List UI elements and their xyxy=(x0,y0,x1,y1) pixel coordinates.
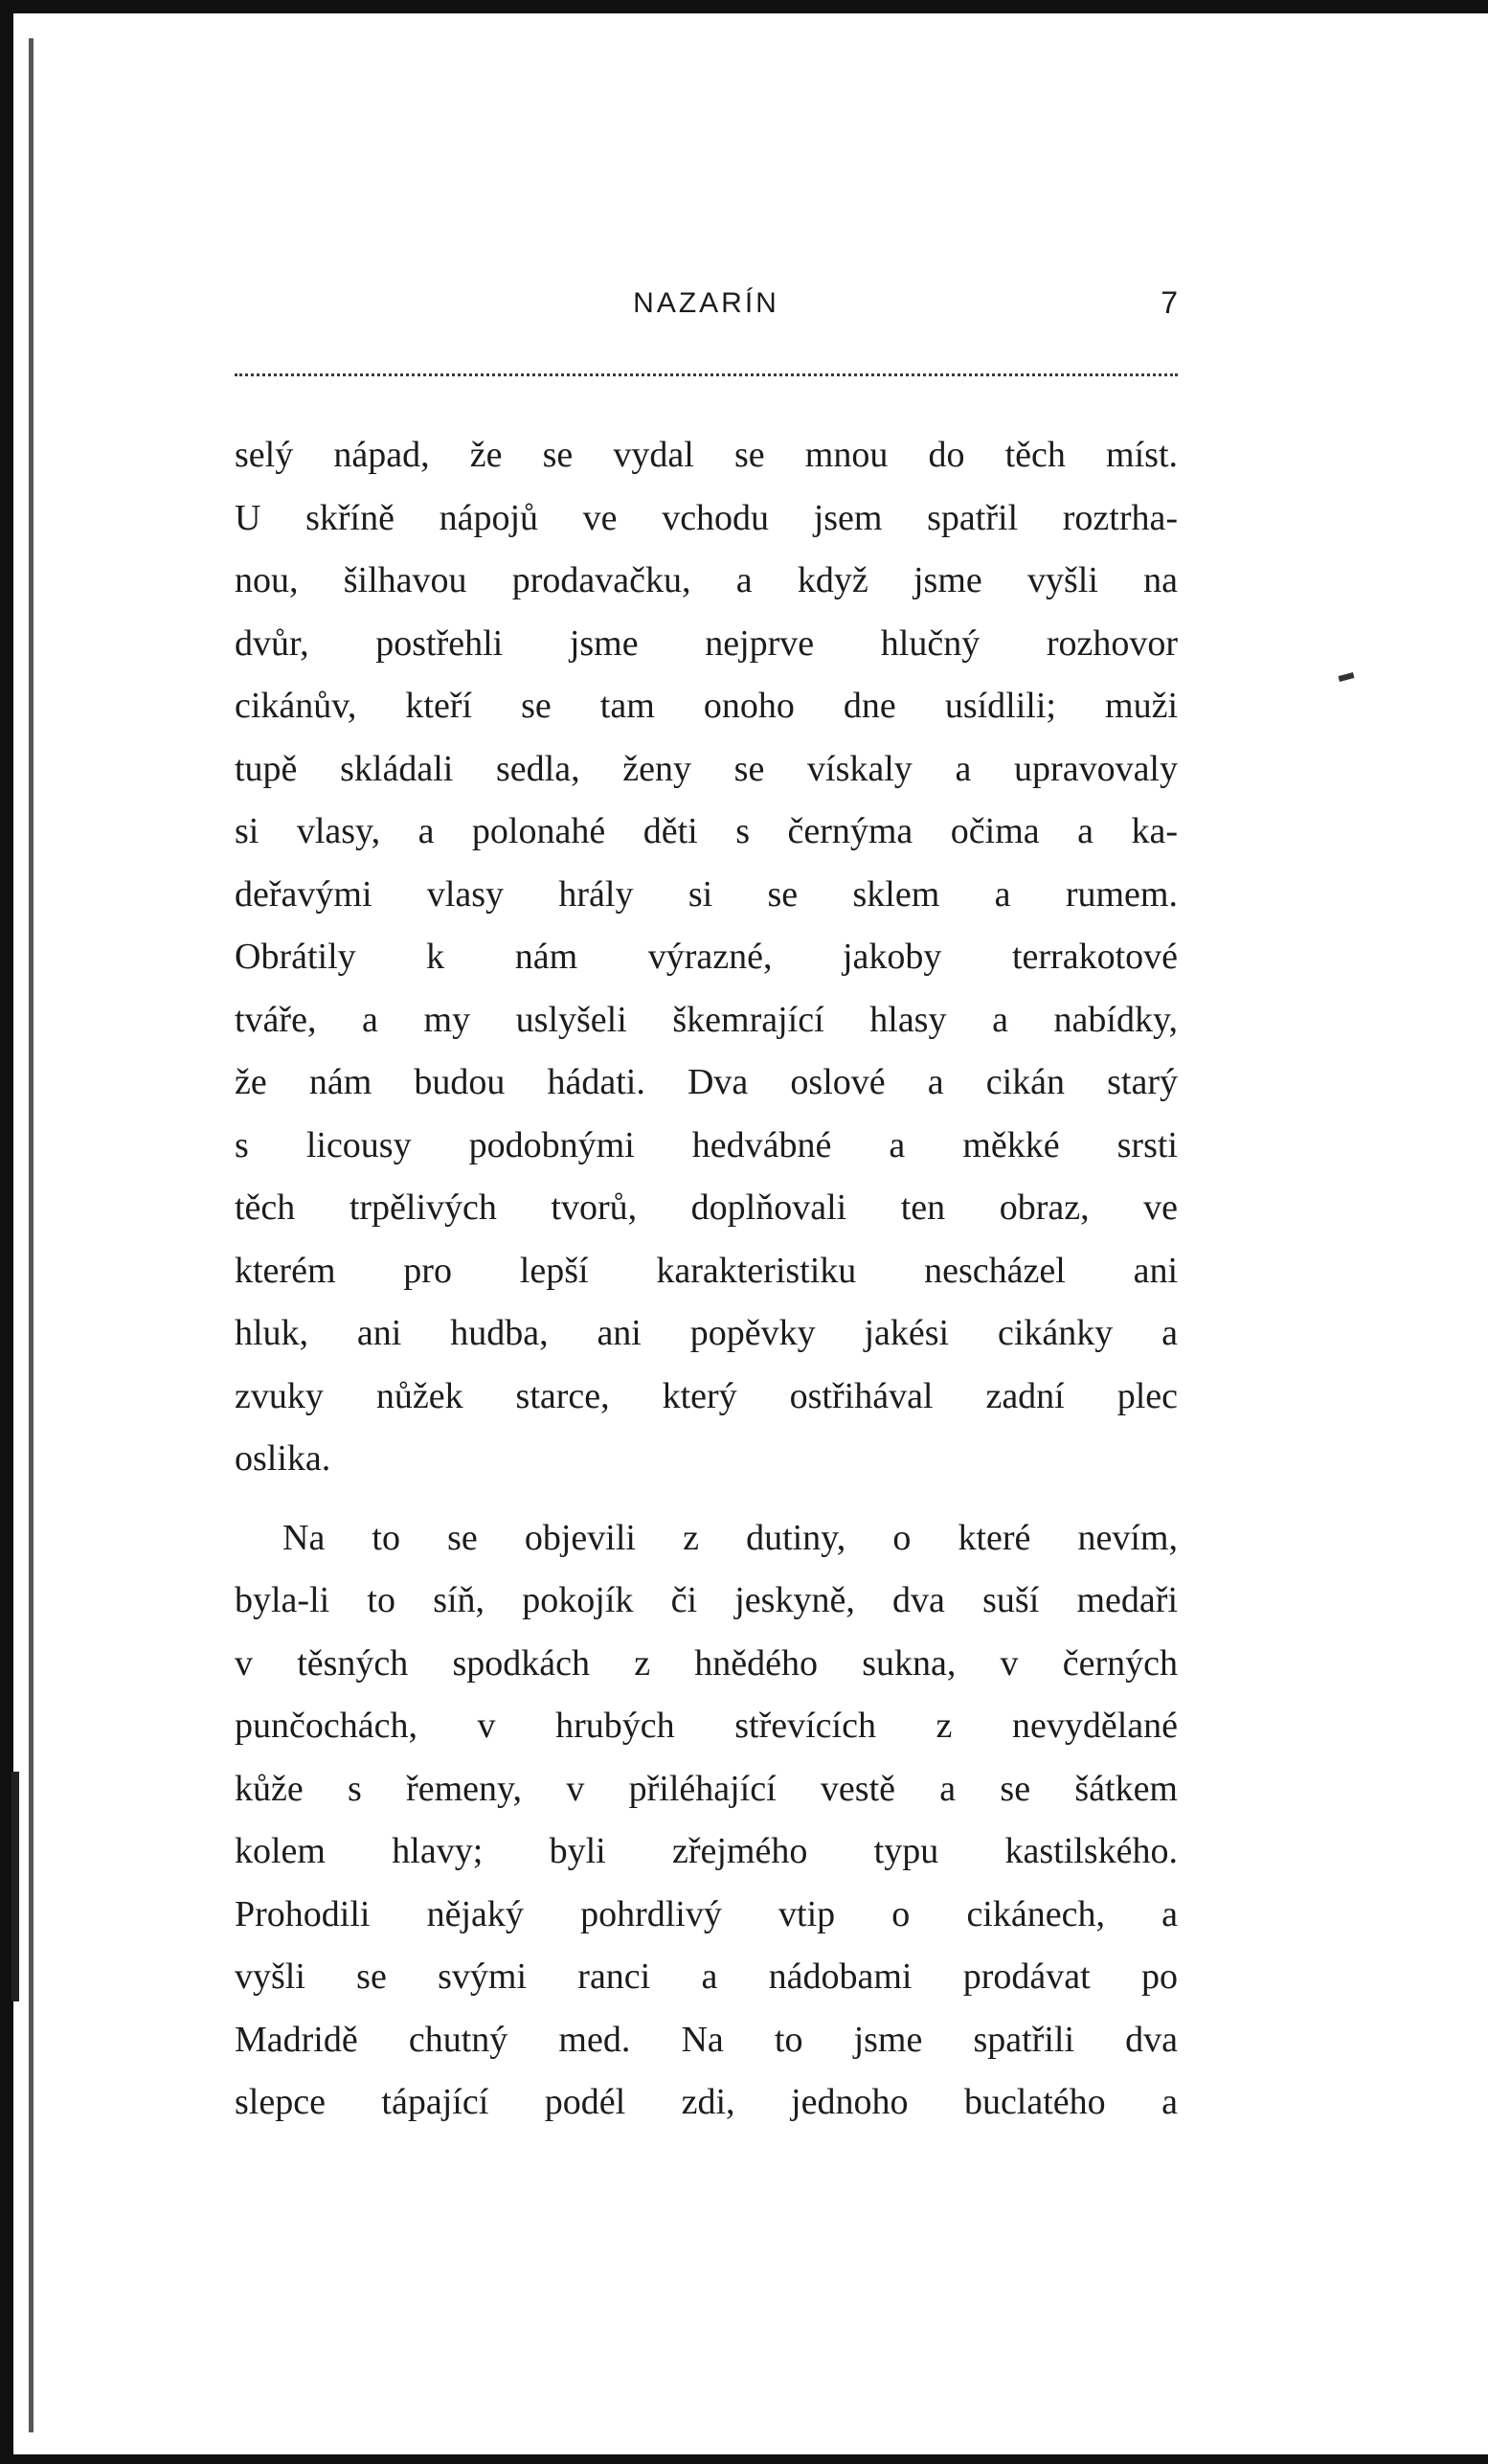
page-gutter-line xyxy=(29,38,34,2432)
text-line: kůže s řemeny, v přiléhající vestě a se šátkem xyxy=(235,1768,1178,1809)
text-line: tupě skládali sedla, ženy se vískaly a upravovaly xyxy=(235,748,1178,789)
text-line: v těsných spodkách z hnědého sukna, v černých xyxy=(235,1642,1178,1684)
running-title: NAZARÍN xyxy=(633,287,779,319)
text-line: nou, šilhavou prodavačku, a když jsme vyšli na xyxy=(235,560,1178,600)
scan-border-top xyxy=(0,0,1488,13)
page-number: 7 xyxy=(1161,285,1178,320)
running-header xyxy=(235,287,1178,326)
header-dotted-rule xyxy=(235,373,1178,376)
text-line: byla-li to síň, pokojík či jeskyně, dva suší medaři xyxy=(235,1580,1178,1620)
paragraph-1 xyxy=(235,424,1178,1491)
text-line: tváře, a my uslyšeli škemrající hlasy a nabídky, xyxy=(235,999,1178,1040)
text-line: Prohodili nějaký pohrdlivý vtip o cikánech, a xyxy=(235,1893,1178,1934)
text-line: oslika. xyxy=(235,1438,331,1479)
text-line: kterém pro lepší karakteristiku nescházel ani xyxy=(235,1250,1178,1291)
body-text xyxy=(235,424,1178,2135)
text-line: cikánův, kteří se tam onoho dne usídlili; muži xyxy=(235,686,1178,726)
text-line: U skříně nápojů ve vchodu jsem spatřil roztrha- xyxy=(235,497,1178,538)
scan-border-bottom xyxy=(0,2454,1488,2464)
text-line: selý nápad, že se vydal se mnou do těch míst. xyxy=(235,435,1178,475)
text-line: s licousy podobnými hedvábné a měkké srsti xyxy=(235,1124,1178,1165)
text-line: hluk, ani hudba, ani popěvky jakési cikánky a xyxy=(235,1313,1178,1353)
text-line: že nám budou hádati. Dva oslové a cikán starý xyxy=(235,1062,1178,1102)
paragraph-2 xyxy=(235,1507,1178,2135)
text-line: zvuky nůžek starce, který ostřihával zadní plec xyxy=(235,1375,1178,1416)
text-line: Obrátily k nám výrazné, jakoby terrakotové xyxy=(235,937,1178,977)
text-line: Madridě chutný med. Na to jsme spatřili dva xyxy=(235,2019,1178,2060)
page-gutter-mark xyxy=(11,1772,19,2001)
text-line: Na to se objevili z dutiny, o které nevím, xyxy=(282,1517,1178,1558)
scan-border-left xyxy=(0,0,13,2464)
scan-speck xyxy=(1338,672,1354,682)
text-line: deřavými vlasy hrály si se sklem a rumem. xyxy=(235,873,1178,915)
text-line: těch trpělivých tvorů, doplňovali ten obraz, ve xyxy=(235,1187,1178,1228)
text-line: vyšli se svými ranci a nádobami prodávat po xyxy=(235,1956,1178,1997)
text-line: dvůr, postřehli jsme nejprve hlučný rozhovor xyxy=(235,622,1178,664)
text-line: slepce tápající podél zdi, jednoho buclatého a xyxy=(235,2082,1178,2122)
text-line: si vlasy, a polonahé děti s černýma očima a ka- xyxy=(235,811,1178,851)
text-line: kolem hlavy; byli zřejmého typu kastilského. xyxy=(235,1831,1178,1871)
paragraph-gap xyxy=(235,1491,1178,1507)
text-line: punčochách, v hrubých střevících z nevydělané xyxy=(235,1706,1178,1746)
